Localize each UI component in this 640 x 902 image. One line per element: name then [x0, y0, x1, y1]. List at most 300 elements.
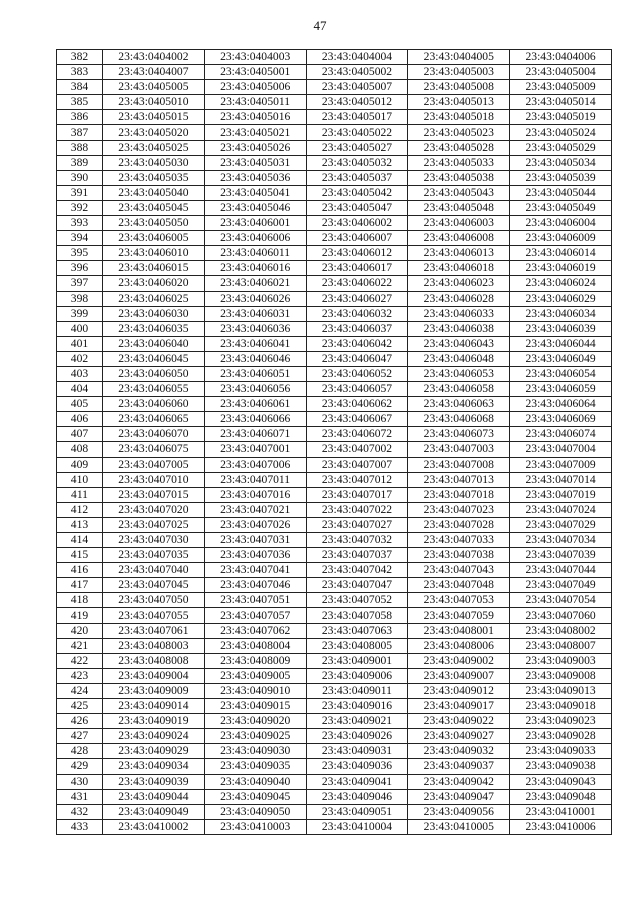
row-number: 388 [57, 140, 103, 155]
cadastral-number-cell: 23:43:0409004 [103, 668, 205, 683]
table-row [57, 412, 612, 427]
cadastral-number-cell: 23:43:0407020 [103, 502, 205, 517]
table-row [57, 185, 612, 200]
cadastral-number-cell: 23:43:0406055 [103, 382, 205, 397]
cadastral-number-cell: 23:43:0406022 [306, 276, 408, 291]
row-number: 408 [57, 442, 103, 457]
table-row [57, 819, 612, 834]
cadastral-number-cell: 23:43:0407032 [306, 533, 408, 548]
cadastral-number-cell: 23:43:0406033 [408, 306, 510, 321]
page-number: 47 [313, 18, 327, 33]
table-row [57, 155, 612, 170]
cadastral-number-cell: 23:43:0407034 [510, 533, 612, 548]
cadastral-number-cell: 23:43:0405038 [408, 170, 510, 185]
cadastral-number-cell: 23:43:0409016 [306, 699, 408, 714]
table-row [57, 50, 612, 65]
cadastral-number-cell: 23:43:0407061 [103, 623, 205, 638]
row-number: 410 [57, 472, 103, 487]
cadastral-number-cell: 23:43:0407010 [103, 472, 205, 487]
cadastral-number-cell: 23:43:0406006 [204, 231, 306, 246]
cadastral-number-cell: 23:43:0409019 [103, 714, 205, 729]
cadastral-number-cell: 23:43:0405037 [306, 170, 408, 185]
row-number: 412 [57, 502, 103, 517]
cadastral-number-cell: 23:43:0407013 [408, 472, 510, 487]
cadastral-number-cell: 23:43:0409013 [510, 683, 612, 698]
table-row [57, 95, 612, 110]
cadastral-number-cell: 23:43:0406003 [408, 216, 510, 231]
cadastral-number-cell: 23:43:0407025 [103, 517, 205, 532]
cadastral-number-cell: 23:43:0406029 [510, 291, 612, 306]
cadastral-number-cell: 23:43:0406052 [306, 366, 408, 381]
cadastral-number-cell: 23:43:0405014 [510, 95, 612, 110]
row-number: 390 [57, 170, 103, 185]
cadastral-number-cell: 23:43:0406009 [510, 231, 612, 246]
table-row [57, 382, 612, 397]
table-row [57, 125, 612, 140]
cadastral-number-cell: 23:43:0405040 [103, 185, 205, 200]
cadastral-number-cell: 23:43:0406038 [408, 321, 510, 336]
row-number: 401 [57, 336, 103, 351]
table-row [57, 261, 612, 276]
cadastral-number-cell: 23:43:0406069 [510, 412, 612, 427]
cadastral-number-cell: 23:43:0405026 [204, 140, 306, 155]
cadastral-number-cell: 23:43:0409041 [306, 774, 408, 789]
table-row [57, 140, 612, 155]
cadastral-number-cell: 23:43:0404006 [510, 50, 612, 65]
cadastral-number-cell: 23:43:0406063 [408, 397, 510, 412]
row-number: 429 [57, 759, 103, 774]
row-number: 382 [57, 50, 103, 65]
cadastral-number-cell: 23:43:0409033 [510, 744, 612, 759]
cadastral-number-cell: 23:43:0406065 [103, 412, 205, 427]
cadastral-number-cell: 23:43:0407026 [204, 517, 306, 532]
cadastral-number-cell: 23:43:0405043 [408, 185, 510, 200]
row-number: 385 [57, 95, 103, 110]
cadastral-number-cell: 23:43:0407054 [510, 593, 612, 608]
cadastral-number-cell: 23:43:0405048 [408, 200, 510, 215]
cadastral-number-cell: 23:43:0407024 [510, 502, 612, 517]
cadastral-number-cell: 23:43:0410004 [306, 819, 408, 834]
cadastral-number-cell: 23:43:0408006 [408, 638, 510, 653]
row-number: 419 [57, 608, 103, 623]
table-row [57, 351, 612, 366]
row-number: 413 [57, 517, 103, 532]
cadastral-number-cell: 23:43:0406002 [306, 216, 408, 231]
cadastral-number-cell: 23:43:0407050 [103, 593, 205, 608]
row-number: 397 [57, 276, 103, 291]
cadastral-number-cell: 23:43:0407047 [306, 578, 408, 593]
cadastral-number-cell: 23:43:0407057 [204, 608, 306, 623]
cadastral-number-cell: 23:43:0405023 [408, 125, 510, 140]
cadastral-number-cell: 23:43:0406018 [408, 261, 510, 276]
table-row [57, 653, 612, 668]
cadastral-number-cell: 23:43:0406059 [510, 382, 612, 397]
table-row [57, 487, 612, 502]
cadastral-number-cell: 23:43:0406019 [510, 261, 612, 276]
cadastral-number-cell: 23:43:0407018 [408, 487, 510, 502]
cadastral-number-cell: 23:43:0406035 [103, 321, 205, 336]
cadastral-number-cell: 23:43:0407053 [408, 593, 510, 608]
table-row [57, 65, 612, 80]
table-row [57, 683, 612, 698]
cadastral-number-cell: 23:43:0405045 [103, 200, 205, 215]
cadastral-number-cell: 23:43:0407048 [408, 578, 510, 593]
cadastral-number-cell: 23:43:0409022 [408, 714, 510, 729]
cadastral-number-cell: 23:43:0407019 [510, 487, 612, 502]
cadastral-number-cell: 23:43:0409014 [103, 699, 205, 714]
cadastral-number-cell: 23:43:0406066 [204, 412, 306, 427]
cadastral-number-cell: 23:43:0405004 [510, 65, 612, 80]
cadastral-number-cell: 23:43:0409003 [510, 653, 612, 668]
cadastral-number-cell: 23:43:0409051 [306, 804, 408, 819]
cadastral-number-cell: 23:43:0406039 [510, 321, 612, 336]
cadastral-number-cell: 23:43:0410001 [510, 804, 612, 819]
cadastral-number-cell: 23:43:0408009 [204, 653, 306, 668]
cadastral-number-cell: 23:43:0407045 [103, 578, 205, 593]
table-row [57, 744, 612, 759]
row-number: 391 [57, 185, 103, 200]
cadastral-number-cell: 23:43:0409042 [408, 774, 510, 789]
cadastral-number-cell: 23:43:0406042 [306, 336, 408, 351]
cadastral-number-cell: 23:43:0406011 [204, 246, 306, 261]
cadastral-number-cell: 23:43:0405049 [510, 200, 612, 215]
row-number: 426 [57, 714, 103, 729]
cadastral-number-cell: 23:43:0409056 [408, 804, 510, 819]
cadastral-number-cell: 23:43:0407006 [204, 457, 306, 472]
cadastral-number-cell: 23:43:0406001 [204, 216, 306, 231]
table-row [57, 759, 612, 774]
cadastral-number-cell: 23:43:0407016 [204, 487, 306, 502]
cadastral-number-cell: 23:43:0409045 [204, 789, 306, 804]
cadastral-number-cell: 23:43:0405020 [103, 125, 205, 140]
cadastral-number-cell: 23:43:0410005 [408, 819, 510, 834]
row-number: 389 [57, 155, 103, 170]
row-number: 409 [57, 457, 103, 472]
row-number: 386 [57, 110, 103, 125]
cadastral-number-cell: 23:43:0406004 [510, 216, 612, 231]
cadastral-number-cell: 23:43:0406048 [408, 351, 510, 366]
cadastral-number-cell: 23:43:0409038 [510, 759, 612, 774]
cadastral-number-cell: 23:43:0407002 [306, 442, 408, 457]
cadastral-number-cell: 23:43:0406008 [408, 231, 510, 246]
cadastral-number-cell: 23:43:0405033 [408, 155, 510, 170]
cadastral-number-cell: 23:43:0406058 [408, 382, 510, 397]
cadastral-number-cell: 23:43:0406041 [204, 336, 306, 351]
cadastral-number-cell: 23:43:0407060 [510, 608, 612, 623]
cadastral-number-cell: 23:43:0405021 [204, 125, 306, 140]
cadastral-number-cell: 23:43:0405044 [510, 185, 612, 200]
cadastral-number-cell: 23:43:0410003 [204, 819, 306, 834]
cadastral-number-cell: 23:43:0409044 [103, 789, 205, 804]
cadastral-number-cell: 23:43:0409012 [408, 683, 510, 698]
cadastral-number-cell: 23:43:0406056 [204, 382, 306, 397]
cadastral-number-cell: 23:43:0408002 [510, 623, 612, 638]
cadastral-number-cell: 23:43:0407017 [306, 487, 408, 502]
cadastral-number-cell: 23:43:0406061 [204, 397, 306, 412]
cadastral-number-cell: 23:43:0407031 [204, 533, 306, 548]
row-number: 411 [57, 487, 103, 502]
table-row [57, 502, 612, 517]
cadastral-number-cell: 23:43:0409009 [103, 683, 205, 698]
cadastral-number-cell: 23:43:0407040 [103, 563, 205, 578]
cadastral-number-cell: 23:43:0407058 [306, 608, 408, 623]
cadastral-number-cell: 23:43:0405046 [204, 200, 306, 215]
cadastral-number-cell: 23:43:0406024 [510, 276, 612, 291]
table-row [57, 306, 612, 321]
row-number: 405 [57, 397, 103, 412]
cadastral-number-cell: 23:43:0406013 [408, 246, 510, 261]
cadastral-number-cell: 23:43:0405031 [204, 155, 306, 170]
cadastral-number-cell: 23:43:0406045 [103, 351, 205, 366]
cadastral-number-cell: 23:43:0406054 [510, 366, 612, 381]
table-row [57, 291, 612, 306]
cadastral-number-cell: 23:43:0405028 [408, 140, 510, 155]
cadastral-number-cell: 23:43:0409032 [408, 744, 510, 759]
cadastral-number-cell: 23:43:0406062 [306, 397, 408, 412]
row-number: 421 [57, 638, 103, 653]
cadastral-number-cell: 23:43:0407014 [510, 472, 612, 487]
cadastral-number-cell: 23:43:0405032 [306, 155, 408, 170]
cadastral-number-cell: 23:43:0405042 [306, 185, 408, 200]
cadastral-number-cell: 23:43:0408003 [103, 638, 205, 653]
row-number: 392 [57, 200, 103, 215]
row-number: 432 [57, 804, 103, 819]
cadastral-number-cell: 23:43:0404002 [103, 50, 205, 65]
cadastral-number-cell: 23:43:0406031 [204, 306, 306, 321]
cadastral-number-cell: 23:43:0405007 [306, 80, 408, 95]
cadastral-number-cell: 23:43:0409023 [510, 714, 612, 729]
cadastral-number-cell: 23:43:0406071 [204, 427, 306, 442]
cadastral-number-cell: 23:43:0407008 [408, 457, 510, 472]
cadastral-number-cell: 23:43:0408001 [408, 623, 510, 638]
cadastral-number-cell: 23:43:0406049 [510, 351, 612, 366]
cadastral-number-cell: 23:43:0409008 [510, 668, 612, 683]
cadastral-number-cell: 23:43:0406023 [408, 276, 510, 291]
cadastral-number-cell: 23:43:0409036 [306, 759, 408, 774]
cadastral-number-cell: 23:43:0407041 [204, 563, 306, 578]
row-number: 396 [57, 261, 103, 276]
row-number: 423 [57, 668, 103, 683]
cadastral-number-cell: 23:43:0405029 [510, 140, 612, 155]
cadastral-number-cell: 23:43:0409047 [408, 789, 510, 804]
cadastral-number-cell: 23:43:0406037 [306, 321, 408, 336]
cadastral-number-cell: 23:43:0409043 [510, 774, 612, 789]
cadastral-number-cell: 23:43:0406053 [408, 366, 510, 381]
cadastral-number-cell: 23:43:0407015 [103, 487, 205, 502]
table-row [57, 427, 612, 442]
cadastral-number-cell: 23:43:0406073 [408, 427, 510, 442]
cadastral-number-cell: 23:43:0405039 [510, 170, 612, 185]
cadastral-number-cell: 23:43:0406015 [103, 261, 205, 276]
table-row [57, 231, 612, 246]
cadastral-number-cell: 23:43:0407043 [408, 563, 510, 578]
table-row [57, 246, 612, 261]
row-number: 414 [57, 533, 103, 548]
table-row [57, 366, 612, 381]
cadastral-number-cell: 23:43:0409039 [103, 774, 205, 789]
cadastral-number-cell: 23:43:0406034 [510, 306, 612, 321]
cadastral-number-cell: 23:43:0407029 [510, 517, 612, 532]
cadastral-number-cell: 23:43:0405024 [510, 125, 612, 140]
cadastral-number-cell: 23:43:0405006 [204, 80, 306, 95]
row-number: 428 [57, 744, 103, 759]
cadastral-number-cell: 23:43:0405022 [306, 125, 408, 140]
cadastral-number-cell: 23:43:0406075 [103, 442, 205, 457]
cadastral-number-cell: 23:43:0407004 [510, 442, 612, 457]
row-number: 431 [57, 789, 103, 804]
cadastral-number-cell: 23:43:0407059 [408, 608, 510, 623]
cadastral-number-cell: 23:43:0407022 [306, 502, 408, 517]
cadastral-number-cell: 23:43:0407005 [103, 457, 205, 472]
cadastral-number-cell: 23:43:0409037 [408, 759, 510, 774]
row-number: 394 [57, 231, 103, 246]
cadastral-number-cell: 23:43:0407030 [103, 533, 205, 548]
cadastral-number-cell: 23:43:0405019 [510, 110, 612, 125]
table-body [57, 50, 612, 835]
table-row [57, 804, 612, 819]
cadastral-number-cell: 23:43:0406060 [103, 397, 205, 412]
cadastral-number-cell: 23:43:0407044 [510, 563, 612, 578]
cadastral-number-cell: 23:43:0405041 [204, 185, 306, 200]
cadastral-number-cell: 23:43:0408008 [103, 653, 205, 668]
table-row [57, 789, 612, 804]
cadastral-number-cell: 23:43:0410002 [103, 819, 205, 834]
row-number: 400 [57, 321, 103, 336]
cadastral-number-cell: 23:43:0404005 [408, 50, 510, 65]
cadastral-number-cell: 23:43:0406021 [204, 276, 306, 291]
row-number: 403 [57, 366, 103, 381]
cadastral-number-cell: 23:43:0405036 [204, 170, 306, 185]
table-row [57, 80, 612, 95]
row-number: 384 [57, 80, 103, 95]
table-row [57, 110, 612, 125]
cadastral-number-cell: 23:43:0407063 [306, 623, 408, 638]
row-number: 387 [57, 125, 103, 140]
cadastral-number-cell: 23:43:0409048 [510, 789, 612, 804]
cadastral-number-cell: 23:43:0406044 [510, 336, 612, 351]
cadastral-number-cell: 23:43:0406026 [204, 291, 306, 306]
cadastral-number-cell: 23:43:0405027 [306, 140, 408, 155]
cadastral-number-cell: 23:43:0406072 [306, 427, 408, 442]
row-number: 433 [57, 819, 103, 834]
table-row [57, 442, 612, 457]
row-number: 427 [57, 729, 103, 744]
cadastral-number-cell: 23:43:0409035 [204, 759, 306, 774]
cadastral-number-cell: 23:43:0409050 [204, 804, 306, 819]
cadastral-number-cell: 23:43:0409020 [204, 714, 306, 729]
cadastral-number-cell: 23:43:0406046 [204, 351, 306, 366]
cadastral-number-cell: 23:43:0407003 [408, 442, 510, 457]
table-row [57, 608, 612, 623]
cadastral-number-cell: 23:43:0409034 [103, 759, 205, 774]
row-number: 402 [57, 351, 103, 366]
cadastral-number-cell: 23:43:0409030 [204, 744, 306, 759]
row-number: 399 [57, 306, 103, 321]
cadastral-number-cell: 23:43:0406030 [103, 306, 205, 321]
cadastral-number-cell: 23:43:0409002 [408, 653, 510, 668]
cadastral-number-cell: 23:43:0407052 [306, 593, 408, 608]
cadastral-number-cell: 23:43:0407039 [510, 548, 612, 563]
table-row [57, 517, 612, 532]
table-row [57, 170, 612, 185]
cadastral-number-cell: 23:43:0407051 [204, 593, 306, 608]
cadastral-number-cell: 23:43:0407021 [204, 502, 306, 517]
table-row [57, 276, 612, 291]
table-row [57, 457, 612, 472]
cadastral-number-cell: 23:43:0407033 [408, 533, 510, 548]
cadastral-number-cell: 23:43:0408004 [204, 638, 306, 653]
cadastral-number-cell: 23:43:0405005 [103, 80, 205, 95]
cadastral-number-cell: 23:43:0409049 [103, 804, 205, 819]
cadastral-number-cell: 23:43:0404004 [306, 50, 408, 65]
cadastral-number-cell: 23:43:0409021 [306, 714, 408, 729]
cadastral-number-cell: 23:43:0406016 [204, 261, 306, 276]
cadastral-number-cell: 23:43:0406068 [408, 412, 510, 427]
cadastral-number-cell: 23:43:0407027 [306, 517, 408, 532]
cadastral-number-cell: 23:43:0406064 [510, 397, 612, 412]
cadastral-number-cell: 23:43:0407001 [204, 442, 306, 457]
table-row [57, 699, 612, 714]
cadastral-number-cell: 23:43:0407037 [306, 548, 408, 563]
cadastral-number-cell: 23:43:0407055 [103, 608, 205, 623]
cadastral-number-cell: 23:43:0409015 [204, 699, 306, 714]
cadastral-number-cell: 23:43:0406067 [306, 412, 408, 427]
cadastral-number-cell: 23:43:0405030 [103, 155, 205, 170]
row-number: 404 [57, 382, 103, 397]
table-row [57, 397, 612, 412]
cadastral-number-cell: 23:43:0406050 [103, 366, 205, 381]
cadastral-number-cell: 23:43:0409024 [103, 729, 205, 744]
cadastral-number-cell: 23:43:0405050 [103, 216, 205, 231]
cadastral-number-cell: 23:43:0407035 [103, 548, 205, 563]
cadastral-number-cell: 23:43:0405015 [103, 110, 205, 125]
table-row [57, 729, 612, 744]
cadastral-number-cell: 23:43:0409028 [510, 729, 612, 744]
cadastral-number-cell: 23:43:0405003 [408, 65, 510, 80]
cadastral-number-cell: 23:43:0405018 [408, 110, 510, 125]
cadastral-number-cell: 23:43:0407028 [408, 517, 510, 532]
cadastral-number-cell: 23:43:0406020 [103, 276, 205, 291]
cadastral-number-cell: 23:43:0405016 [204, 110, 306, 125]
cadastral-number-cell: 23:43:0406051 [204, 366, 306, 381]
cadastral-number-cell: 23:43:0407049 [510, 578, 612, 593]
row-number: 425 [57, 699, 103, 714]
row-number: 415 [57, 548, 103, 563]
cadastral-number-cell: 23:43:0406057 [306, 382, 408, 397]
cadastral-number-cell: 23:43:0406014 [510, 246, 612, 261]
cadastral-number-cell: 23:43:0409010 [204, 683, 306, 698]
cadastral-number-cell: 23:43:0407011 [204, 472, 306, 487]
row-number: 417 [57, 578, 103, 593]
cadastral-number-cell: 23:43:0405034 [510, 155, 612, 170]
cadastral-number-cell: 23:43:0409005 [204, 668, 306, 683]
table-row [57, 321, 612, 336]
cadastral-number-cell: 23:43:0407046 [204, 578, 306, 593]
cadastral-number-cell: 23:43:0405008 [408, 80, 510, 95]
row-number: 383 [57, 65, 103, 80]
table-row [57, 668, 612, 683]
cadastral-number-cell: 23:43:0409017 [408, 699, 510, 714]
cadastral-number-cell: 23:43:0405002 [306, 65, 408, 80]
cadastral-number-cell: 23:43:0409006 [306, 668, 408, 683]
cadastral-number-cell: 23:43:0407062 [204, 623, 306, 638]
cadastral-number-cell: 23:43:0407036 [204, 548, 306, 563]
cadastral-number-cell: 23:43:0409011 [306, 683, 408, 698]
table-row [57, 200, 612, 215]
table-row [57, 563, 612, 578]
row-number: 393 [57, 216, 103, 231]
table-row [57, 774, 612, 789]
